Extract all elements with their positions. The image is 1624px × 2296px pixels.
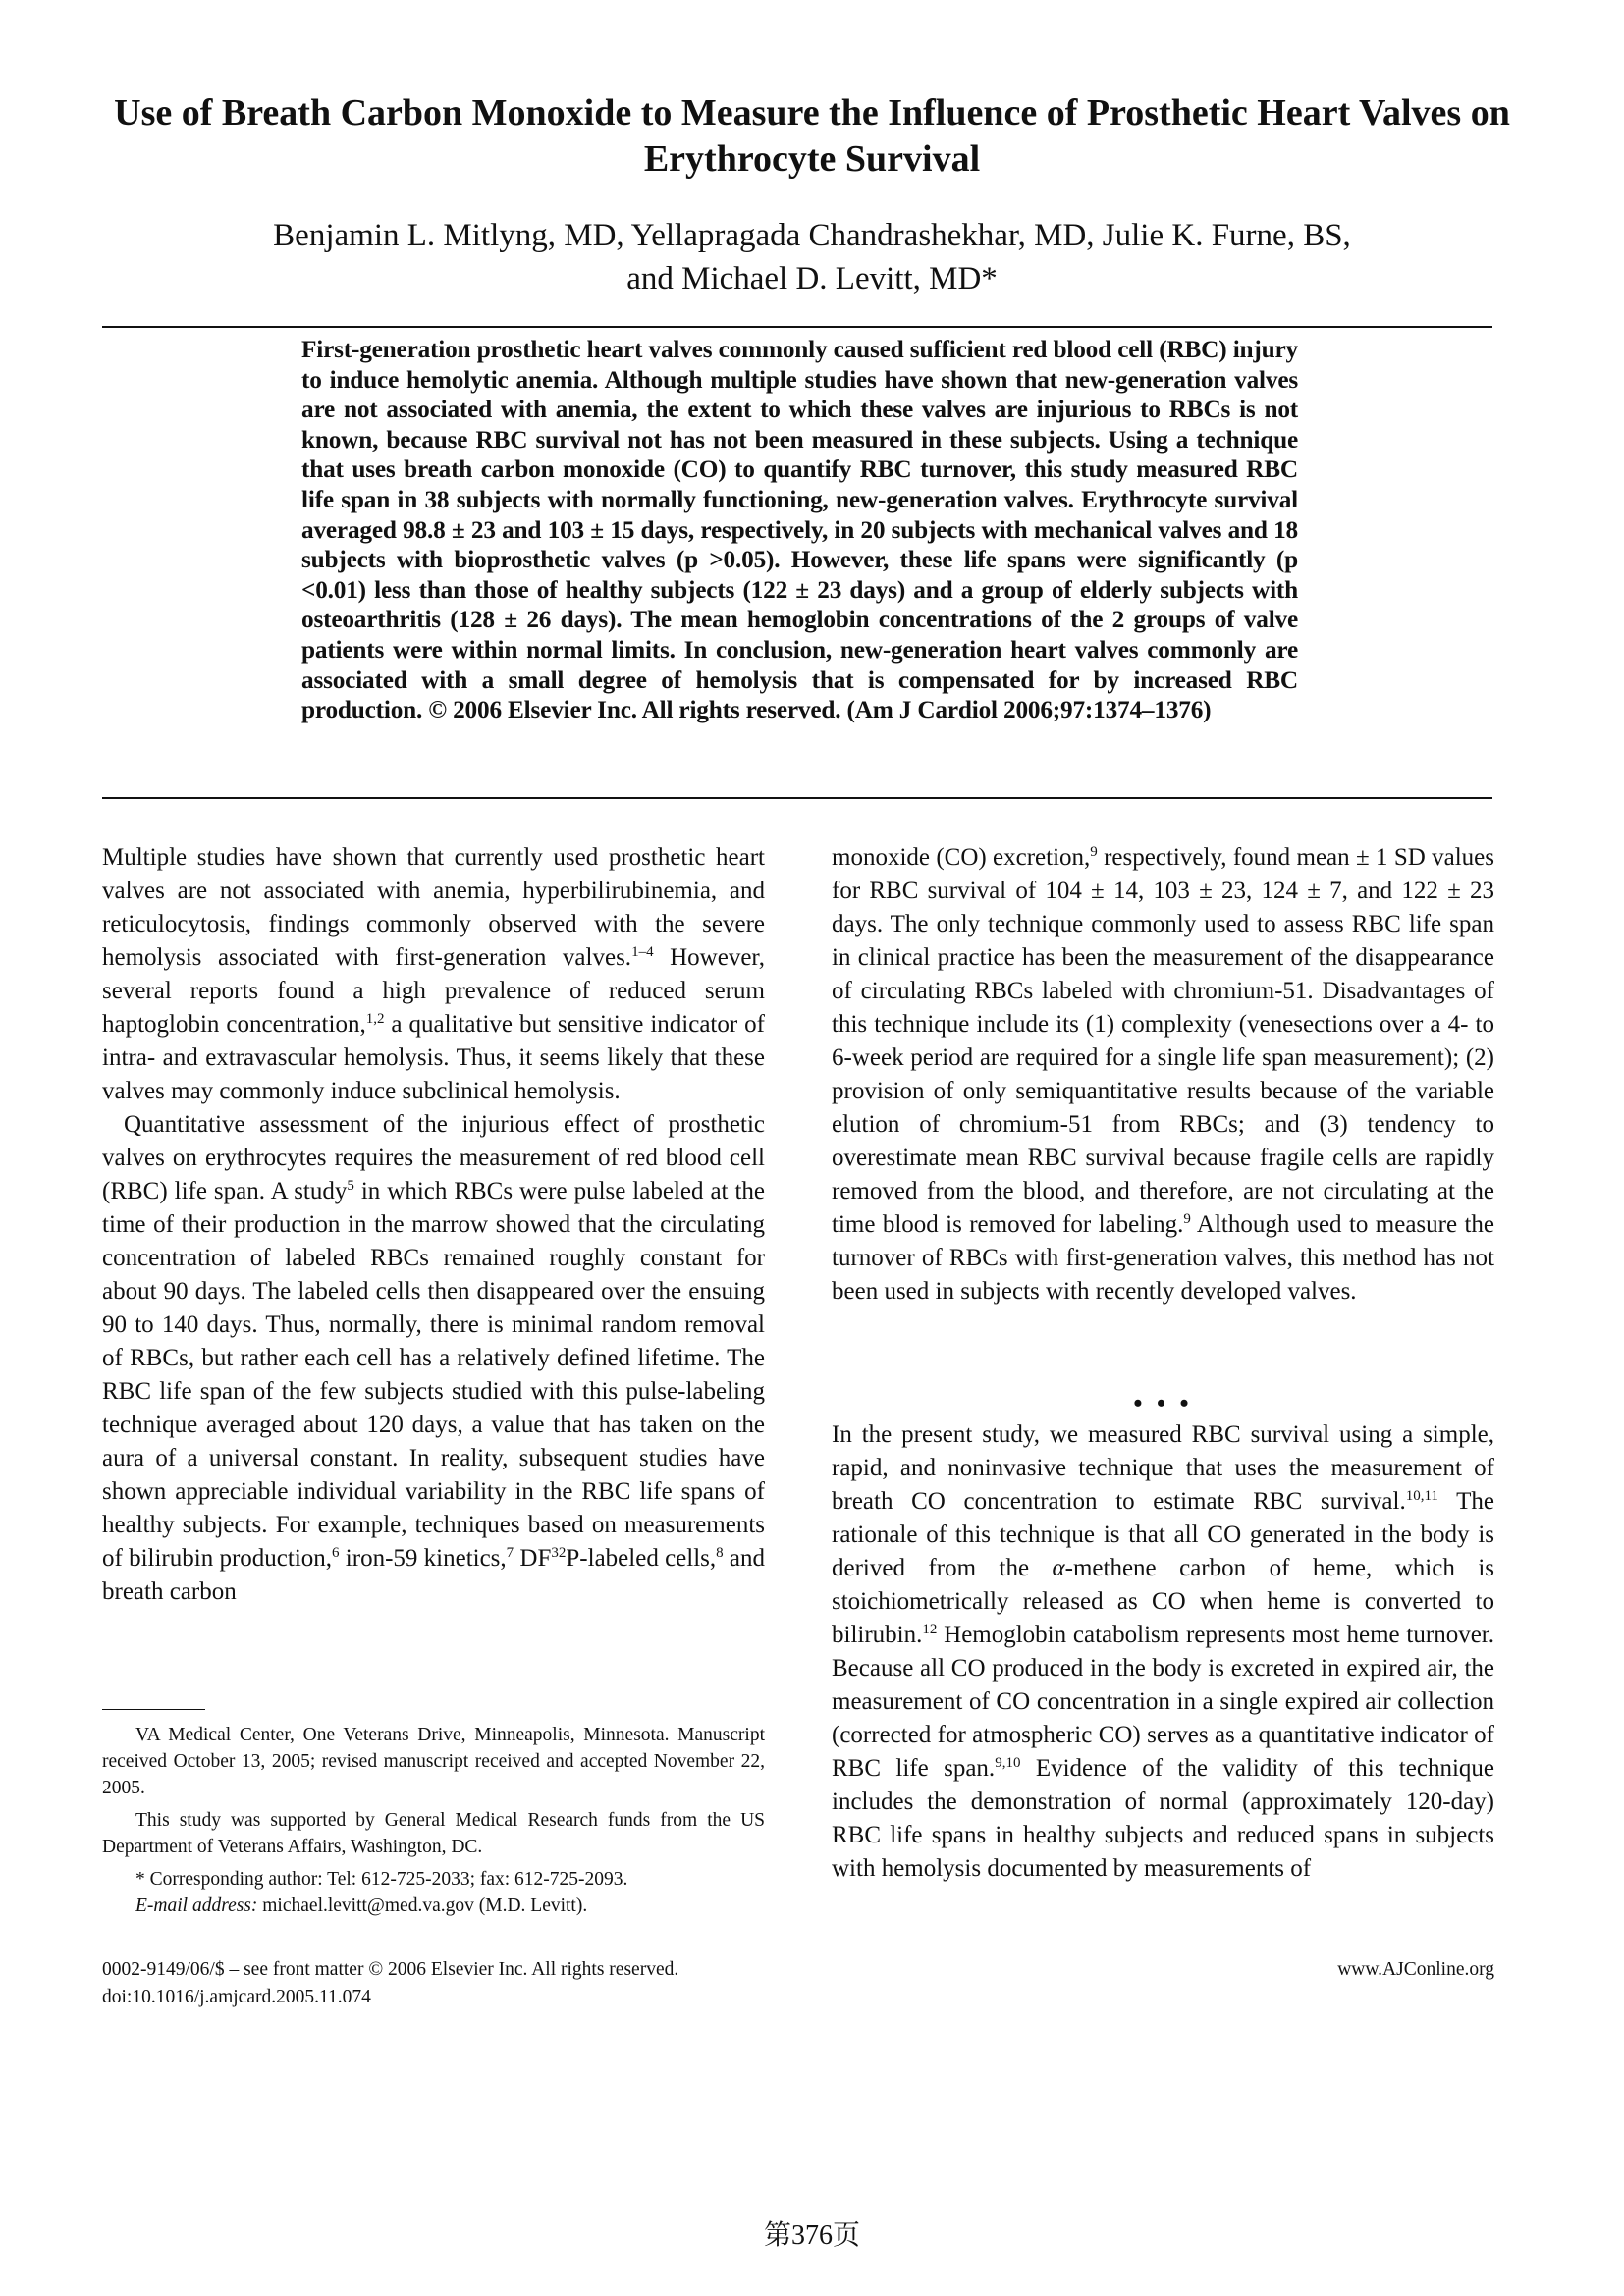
footnote-corresponding-author: * Corresponding author: Tel: 612-725-2033; fax: 612-725-2093. <box>135 1869 628 1890</box>
section-separator: • • • <box>1133 1389 1193 1417</box>
doi: doi:10.1016/j.amjcard.2005.11.074 <box>102 1987 371 2007</box>
body-paragraph: In the present study, we measured RBC survival using a simple, rapid, and noninvasive technique that uses the measurement of breath CO concentration to estimate RBC survival.$^{10,11}$ The rationale of this technique is that all CO generated in the body is derived from the α-methene carbon of heme, which is stoichiometrically released as CO when heme is converted to bilirubin.$^{12}$ Hemoglobin catabolism represents most heme turnover. Because all CO produced in the body is excreted in expired air, the measurement of CO concentration in a single expired air collection (corrected for atmospheric CO) serves as a quantitative indicator of RBC life span.$^{9,10}$ Evidence of the validity of this technique includes the demonstration of normal (approximately 120-day) RBC life spans in healthy subjects and reduced spans in subjects with hemolysis documented by measurements of <box>832 1421 1494 1882</box>
journal-website: www.AJConline.org <box>1337 1959 1494 1980</box>
footnote-rule <box>102 1709 205 1710</box>
page-number: 第376页 <box>763 2220 860 2251</box>
abstract-top-rule <box>102 326 1492 328</box>
body-column-right <box>832 841 1494 1308</box>
article-title: Use of Breath Carbon Monoxide to Measure the Influence of Prosthetic Heart Valves on Erythrocyte Survival <box>114 92 1510 180</box>
footnote-affiliation: VA Medical Center, One Veterans Drive, Minneapolis, Minnesota. Manuscript received October 13, 2005; revised manuscript received and accepted November 22, 2005. <box>102 1725 765 1798</box>
body-column-left <box>102 841 765 1609</box>
body-paragraph: monoxide (CO) excretion,$^9$ respectively, found mean ± 1 SD values for RBC survival of 104 ± 14, 103 ± 23, 124 ± 7, and 122 ± 23 days. The only technique commonly used to assess RBC life span in clinical practice has been the measurement of the disappearance of circulating RBCs labeled with chromium-51. Disadvantages of this technique include its (1) complexity (venesections over a 4- to 6-week period are required for a single life span measurement); (2) provision of only semiquantitative results because of the variable elution of chromium-51 from RBCs; and (3) tendency to overestimate mean RBC survival because fragile cells are rapidly removed from the blood, and therefore, are not circulating at the time blood is removed for labeling.$^9$ Although used to measure the turnover of RBCs with first-generation valves, this method has not been used in subjects with recently developed valves. <box>832 844 1494 1305</box>
footnotes <box>102 1722 765 1919</box>
authors-line-1: Benjamin L. Mitlyng, MD, Yellapragada Chandrashekhar, MD, Julie K. Furne, BS, <box>273 218 1351 253</box>
abstract: First-generation prosthetic heart valves commonly caused sufficient red blood cell (RBC) injury to induce hemolytic anemia. Although multiple studies have shown that new-generation valves are not associated with anemia, the extent to which these valves are injurious to RBCs is not known, because RBC survival not has not been measured in these subjects. Using a technique that uses breath carbon monoxide (CO) to quantify RBC turnover, this study measured RBC life span in 38 subjects with normally functioning, new-generation valves. Erythrocyte survival averaged 98.8 ± 23 and 103 ± 15 days, respectively, in 20 subjects with mechanical valves and 18 subjects with bioprosthetic valves (p >0.05). However, these life spans were significantly (p <0.01) less than those of healthy subjects (122 ± 23 days) and a group of elderly subjects with osteoarthritis (128 ± 26 days). The mean hemoglobin concentrations of the 2 groups of valve patients were within normal limits. In conclusion, new-generation heart valves commonly are associated with a small degree of hemolysis that is compensated for by increased RBC production. © 2006 Elsevier Inc. All rights reserved. (Am J Cardiol 2006;97:1374–1376) <box>301 336 1298 724</box>
abstract-bottom-rule <box>102 797 1492 799</box>
footnote-funding: This study was supported by General Medical Research funds from the US Department of Veterans Affairs, Washington, DC. <box>102 1810 765 1857</box>
author-list <box>98 214 1526 300</box>
body-paragraph: Quantitative assessment of the injurious effect of prosthetic valves on erythrocytes requires the measurement of red blood cell (RBC) life span. A study$^5$ in which RBCs were pulse labeled at the time of their production in the marrow showed that the circulating concentration of labeled RBCs remained roughly constant for about 90 days. The labeled cells then disappeared over the ensuing 90 to 140 days. Thus, normally, there is minimal random removal of RBCs, but rather each cell has a relatively defined lifetime. The RBC life span of the few subjects studied with this pulse-labeling technique averaged about 120 days, a value that has taken on the aura of a universal constant. In reality, subsequent studies have shown appreciable individual variability in the RBC life spans of healthy subjects. For example, techniques based on measurements of bilirubin production,$^6$ iron-59 kinetics,$^7$ DF$^{32}$P-labeled cells,$^8$ and breath carbon <box>102 1111 765 1605</box>
publication-info <box>102 1956 986 2011</box>
footnote-email: E-mail address: michael.levitt@med.va.gov (M.D. Levitt). <box>135 1896 588 1916</box>
issn-copyright: 0002-9149/06/$ – see front matter © 2006 Elsevier Inc. All rights reserved. <box>102 1959 679 1980</box>
authors-line-2: and Michael D. Levitt, MD* <box>626 261 998 296</box>
body-column-right-continued <box>832 1418 1494 1886</box>
body-paragraph: Multiple studies have shown that currently used prosthetic heart valves are not associated with anemia, hyperbilirubinemia, and reticulocytosis, findings commonly observed with the severe hemolysis associated with first-generation valves.$^{1-4}$ However, several reports found a high prevalence of reduced serum haptoglobin concentration,$^{1,2}$ a qualitative but sensitive indicator of intra- and extravascular hemolysis. Thus, it seems likely that these valves may commonly induce subclinical hemolysis. <box>102 844 766 1104</box>
